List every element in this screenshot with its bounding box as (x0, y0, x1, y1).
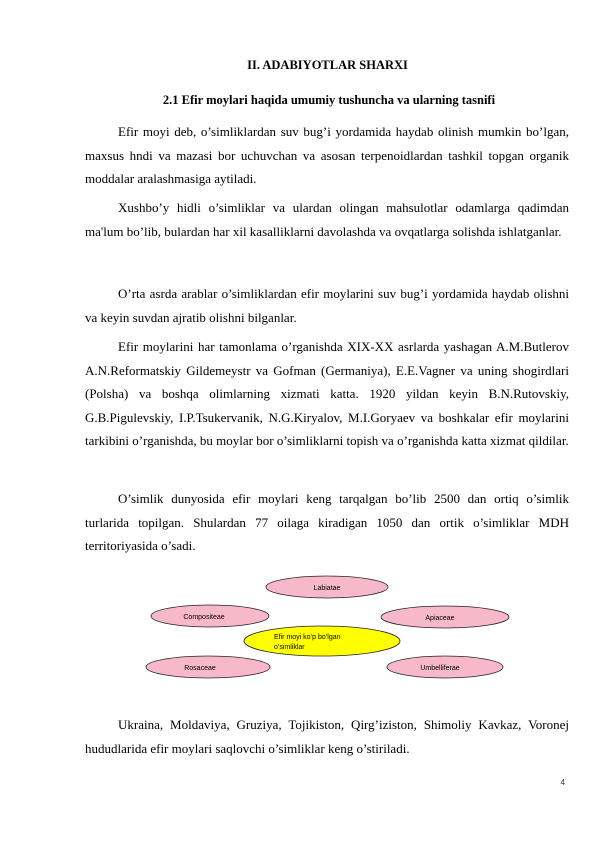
family-label: Rosaceae (184, 665, 216, 672)
family-label: Compositeae (183, 614, 225, 621)
center-node (244, 626, 400, 656)
family-node-apiaceae (381, 606, 509, 628)
family-label: Labiatae (313, 585, 341, 592)
family-node-labiatae (266, 576, 388, 598)
section-heading: II. ADABIYOTLAR SHARXI (247, 58, 408, 72)
center-label-line2: o’simliklar (274, 644, 305, 651)
paragraph-regions: Ukraina, Moldaviya, Gruziya, Tojikiston, Qirg’iziston, Shimoliy Kavkaz, Voronej hududlarida efir moylari saqlovchi o’simliklar keng o’stiriladi. (85, 717, 569, 756)
family-label: Apiaceae (425, 615, 455, 622)
paragraph-distribution: O’simlik dunyosida efir moylari keng tarqalgan bo’lib 2500 dan ortiq o’simlik turlarida topilgan. Shulardan 77 oilaga kiradigan 1050 dan ortik o’simliklar MDH territoriyasida o’sadi. (85, 491, 569, 554)
page-number: 4 (560, 778, 565, 787)
family-node-umbelliferae (387, 656, 503, 678)
paragraph-definition: Efir moyi deb, o’simliklardan suv bug’i yordamida haydab olinish mumkin bo’lgan, maxsus hndi va mazasi bor uchuvchan va asosan terpenoidlardan tashkil topgan organik moddalar aralashmasiga aytiladi. (85, 124, 569, 187)
paragraph-scientists: Efir moylarini har tamonlama o’rganishda XIX-XX asrlarda yashagan A.M.Butlerov A.N.Reformatskiy Gildemeystr va Gofman (Germaniya), E.E.Vagner va uning shogirdlari (Polsha) va boshqa olimlarning xizmati katta. 1920 yildan keyin B.N.Rutovskiy, G.B.Pigulevskiy, I.P.Tsukervanik, N.G.Kiryalov, M.I.Goryaev va boshkalar efir moylarini tarkibini o’rganishda, bu moylar bor o’simliklarni topish va o’rganishda katta xizmat qildilar. (85, 339, 569, 449)
center-label-line1: Efir moyi ko’p bo’lgan (274, 634, 341, 641)
plant-families-diagram (140, 572, 520, 684)
family-node-rosaceae (146, 656, 270, 678)
paragraph-history: Xushbo’y hidli o’simliklar va ulardan olingan mahsulotlar odamlarga qadimdan ma'lum bo’lib, bulardan har xil kasalliklarni davolashda va ovqatlarga solishda ishlatganlar. (85, 200, 569, 239)
family-node-compositeae (151, 605, 269, 627)
family-label: Umbelliferae (420, 665, 460, 672)
subsection-heading: 2.1 Efir moylari haqida umumiy tushuncha va ularning tasnifi (162, 93, 496, 107)
paragraph-arabs: O’rta asrda arablar o’simliklardan efir moylarini suv bug’i yordamida haydab olishni va keyin suvdan ajratib olishni bilganlar. (85, 286, 569, 325)
